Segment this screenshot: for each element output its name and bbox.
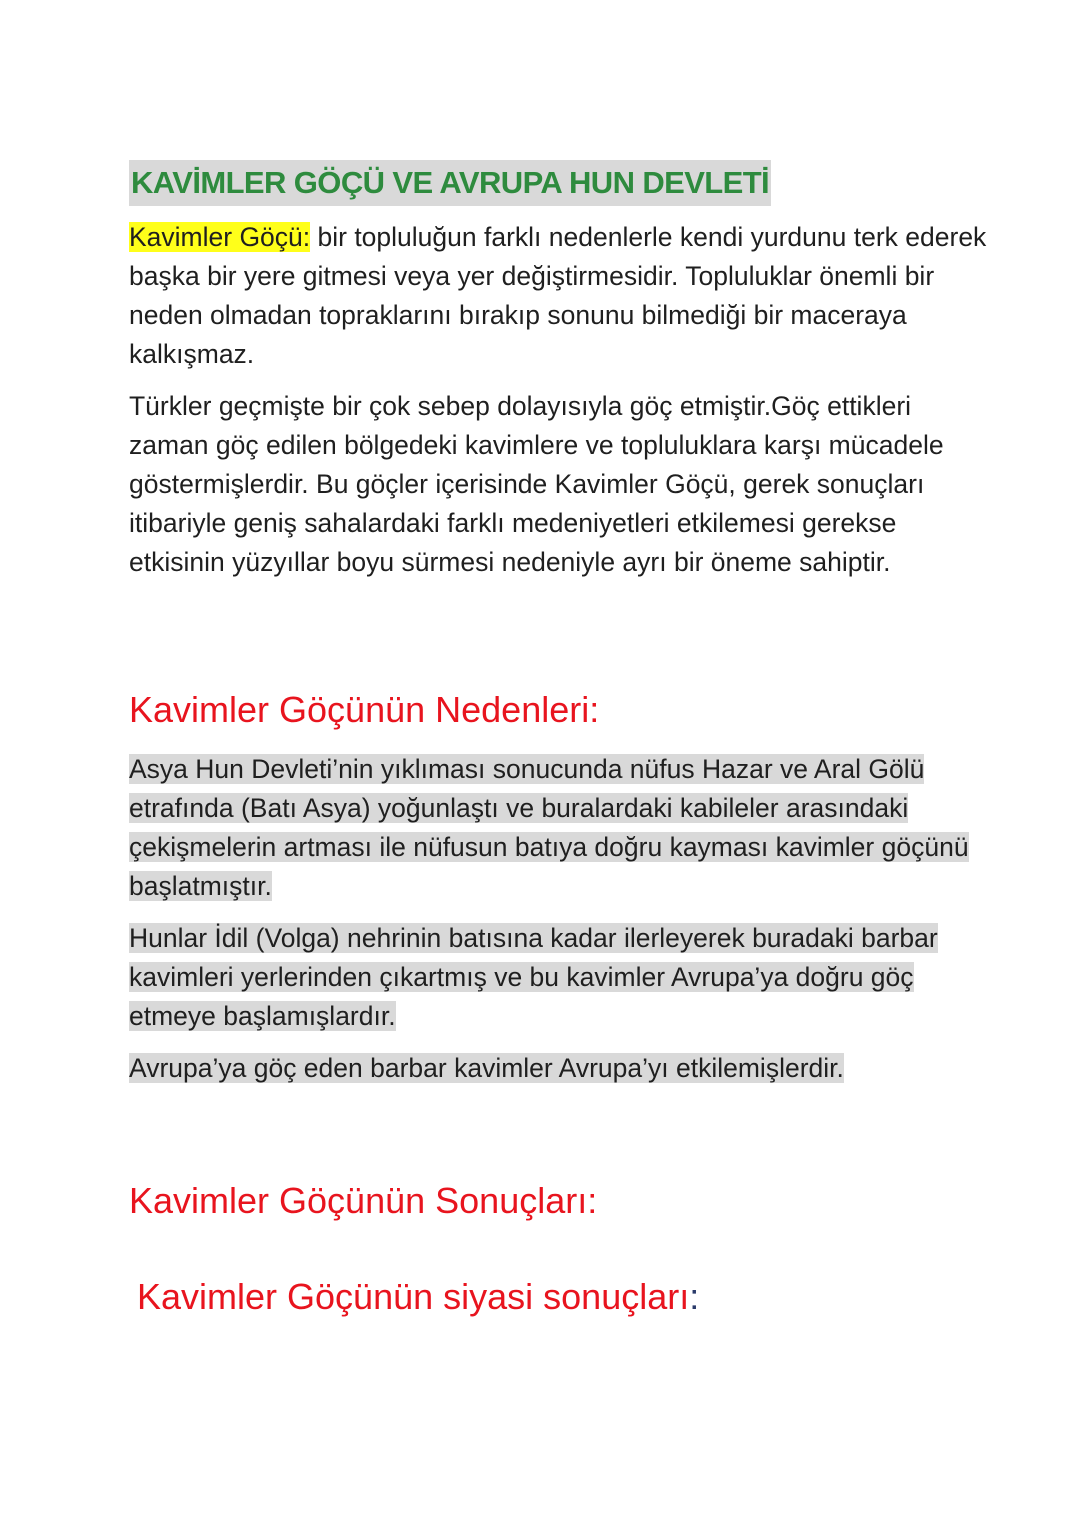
intro-definition-paragraph — [129, 218, 989, 374]
cause-item-2 — [129, 919, 959, 1036]
cause-item-1 — [129, 750, 989, 906]
term-highlight: Kavimler Göçü: — [129, 222, 311, 252]
cause-item-2-text: Hunlar İdil (Volga) nehrinin batısına kadar ilerleyerek buradaki barbar kavimleri yerlerinden çıkartmış ve bu kavimler Avrupa’ya doğru göç etmeye başlamışlardır. — [129, 923, 938, 1031]
cause-item-1-text: Asya Hun Devleti’nin yıklıması sonucunda nüfus Hazar ve Aral Gölü etrafında (Batı Asya) yoğunlaştı ve buralardaki kabileler arasındaki çekişmelerin artması ile nüfusun batıya doğru kayması kavimler göçünü başlatmıştır. — [129, 754, 969, 901]
political-results-heading-text: Kavimler Göçünün siyasi sonuçları — [137, 1276, 690, 1317]
intro-paragraph: Türkler geçmişte bir çok sebep dolayısıyla göç etmiştir.Göç ettikleri zaman göç edilen bölgedeki kavimlere ve topluluklara karşı mücadele göstermişlerdir. Bu göçler içerisinde Kavimler Göçü, gerek sonuçları itibariyle geniş sahalardaki farklı medeniyetleri etkilemesi gerekse etkisinin yüzyıllar boyu sürmesi nedeniyle ayrı bir öneme sahiptir. — [129, 391, 944, 577]
political-results-colon: : — [689, 1276, 700, 1317]
causes-heading: Kavimler Göçünün Nedenleri: — [129, 689, 600, 730]
political-results-heading — [137, 1274, 699, 1320]
document-title: KAVİMLER GÖÇÜ VE AVRUPA HUN DEVLETİ — [129, 160, 771, 206]
cause-item-3-text: Avrupa’ya göç eden barbar kavimler Avrupa’yı etkilemişlerdir. — [129, 1053, 844, 1083]
results-heading: Kavimler Göçünün Sonuçları: — [129, 1180, 598, 1221]
definition-text: bir topluluğun farklı nedenlerle kendi yurdunu terk ederek başka bir yere gitmesi veya yer değiştirmesidir. Topluluklar önemli bir neden olmadan topraklarını bırakıp sonunu bilmediği bir maceraya kalkışmaz. — [129, 222, 987, 369]
cause-item-3 — [129, 1049, 989, 1088]
